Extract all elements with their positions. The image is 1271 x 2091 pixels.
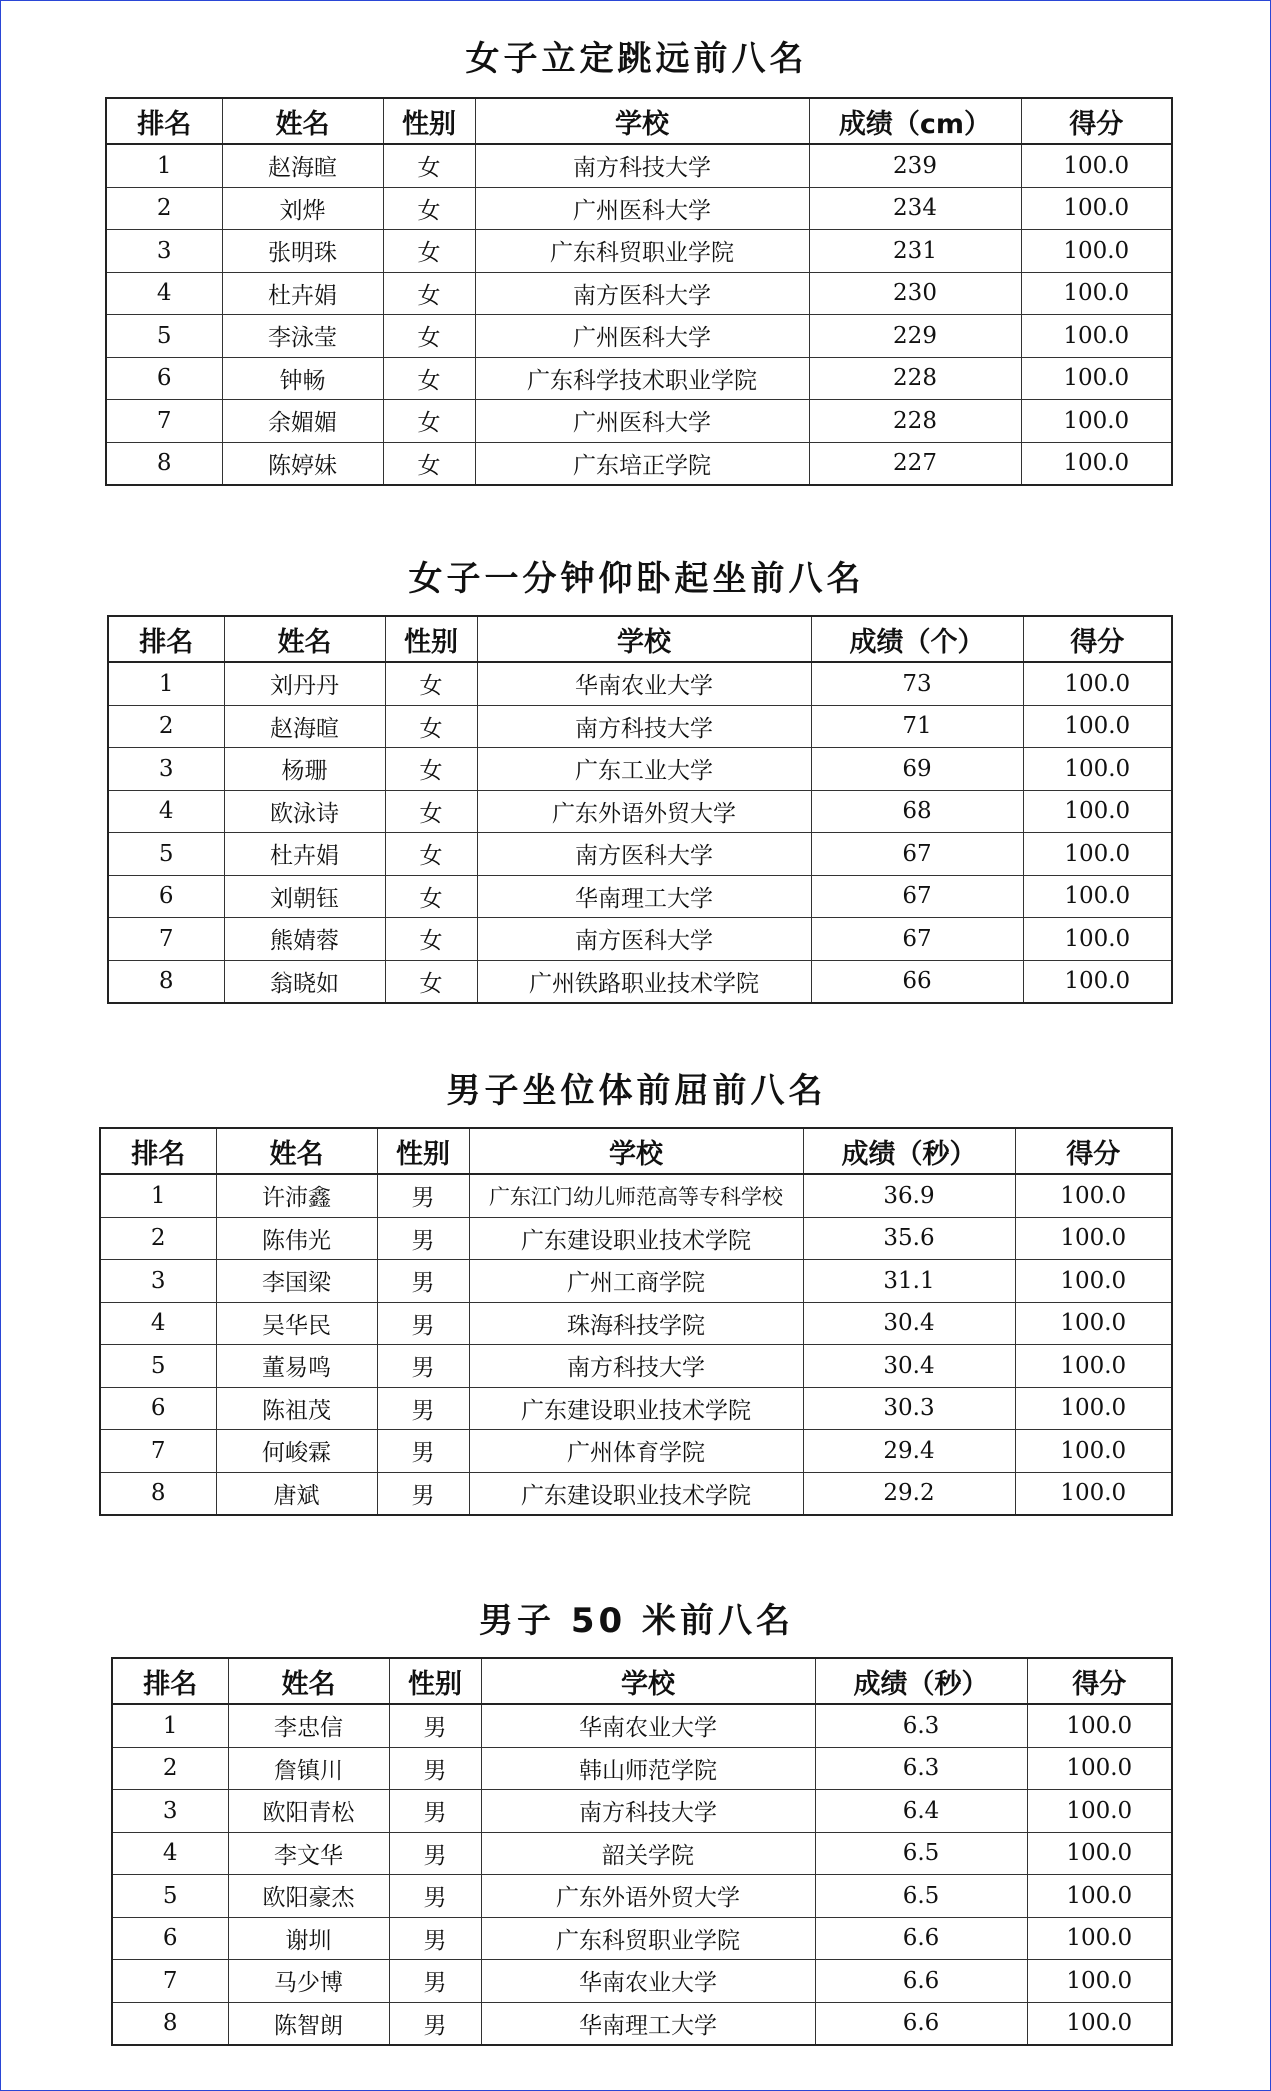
score-cell: 100.0 (1023, 875, 1172, 918)
score-cell: 100.0 (1027, 1960, 1172, 2003)
column-header: 性别 (385, 616, 477, 662)
result-cell: 229 (809, 315, 1021, 358)
school-cell: 广东培正学院 (475, 442, 809, 485)
table-row (112, 1960, 1172, 2003)
rank-cell: 8 (108, 960, 224, 1003)
school-cell: 广东科贸职业学院 (481, 1917, 815, 1960)
section-title: 女子一分钟仰卧起坐前八名 (408, 559, 865, 599)
gender-cell: 男 (389, 1832, 481, 1875)
table-row (100, 1345, 1172, 1388)
name-cell: 李文华 (228, 1832, 389, 1875)
rank-cell: 3 (100, 1260, 216, 1303)
score-cell: 100.0 (1023, 833, 1172, 876)
name-cell: 李忠信 (228, 1704, 389, 1747)
gender-cell: 女 (385, 833, 477, 876)
name-cell: 钟畅 (222, 357, 383, 400)
column-header: 得分 (1027, 1658, 1172, 1704)
name-cell: 刘朝钰 (224, 875, 385, 918)
rank-cell: 1 (100, 1174, 216, 1217)
school-cell: 广东科贸职业学院 (475, 230, 809, 273)
gender-cell: 女 (385, 662, 477, 705)
table-row (112, 1790, 1172, 1833)
name-cell: 马少博 (228, 1960, 389, 2003)
table-header-row (100, 1128, 1172, 1174)
name-cell: 杜卉娟 (222, 272, 383, 315)
gender-cell: 女 (385, 790, 477, 833)
result-cell: 228 (809, 400, 1021, 443)
name-cell: 张明珠 (222, 230, 383, 273)
name-cell: 翁晓如 (224, 960, 385, 1003)
gender-cell: 男 (377, 1260, 469, 1303)
rank-cell: 1 (106, 144, 222, 187)
gender-cell: 女 (383, 315, 475, 358)
rank-cell: 3 (106, 230, 222, 273)
result-cell: 67 (811, 918, 1023, 961)
school-cell: 华南农业大学 (481, 1960, 815, 2003)
name-cell: 陈婷妹 (222, 442, 383, 485)
gender-cell: 男 (389, 1875, 481, 1918)
table-row (106, 442, 1172, 485)
result-cell: 67 (811, 833, 1023, 876)
ranking-table (99, 1127, 1173, 1516)
name-cell: 赵海暄 (224, 705, 385, 748)
score-cell: 100.0 (1015, 1430, 1172, 1473)
rank-cell: 3 (108, 748, 224, 791)
name-cell: 许沛鑫 (216, 1174, 377, 1217)
score-cell: 100.0 (1015, 1217, 1172, 1260)
result-cell: 228 (809, 357, 1021, 400)
name-cell: 余媚媚 (222, 400, 383, 443)
name-cell: 何峻霖 (216, 1430, 377, 1473)
gender-cell: 女 (383, 357, 475, 400)
result-cell: 30.4 (803, 1302, 1015, 1345)
school-cell: 广州医科大学 (475, 187, 809, 230)
rank-cell: 4 (100, 1302, 216, 1345)
result-cell: 239 (809, 144, 1021, 187)
score-cell: 100.0 (1023, 748, 1172, 791)
school-cell: 广东工业大学 (477, 748, 811, 791)
section-title: 女子立定跳远前八名 (465, 39, 808, 79)
ranking-table (111, 1657, 1173, 2046)
score-cell: 100.0 (1015, 1174, 1172, 1217)
score-cell: 100.0 (1021, 144, 1172, 187)
gender-cell: 男 (389, 1917, 481, 1960)
score-cell: 100.0 (1021, 442, 1172, 485)
result-cell: 31.1 (803, 1260, 1015, 1303)
column-header: 得分 (1015, 1128, 1172, 1174)
table-row (100, 1260, 1172, 1303)
school-cell: 南方医科大学 (477, 918, 811, 961)
column-header: 排名 (112, 1658, 228, 1704)
gender-cell: 女 (383, 144, 475, 187)
table-row (108, 875, 1172, 918)
name-cell: 谢圳 (228, 1917, 389, 1960)
name-cell: 李国梁 (216, 1260, 377, 1303)
name-cell: 熊婧蓉 (224, 918, 385, 961)
school-cell: 南方科技大学 (477, 705, 811, 748)
score-cell: 100.0 (1027, 1917, 1172, 1960)
rank-cell: 2 (108, 705, 224, 748)
gender-cell: 女 (385, 918, 477, 961)
name-cell: 吴华民 (216, 1302, 377, 1345)
rank-cell: 3 (112, 1790, 228, 1833)
gender-cell: 女 (383, 230, 475, 273)
school-cell: 南方科技大学 (475, 144, 809, 187)
gender-cell: 女 (383, 272, 475, 315)
table-row (108, 790, 1172, 833)
school-cell: 华南理工大学 (481, 2002, 815, 2045)
rank-cell: 5 (112, 1875, 228, 1918)
ranking-table (105, 97, 1173, 486)
result-cell: 227 (809, 442, 1021, 485)
score-cell: 100.0 (1027, 2002, 1172, 2045)
ranking-table (107, 615, 1173, 1004)
rank-cell: 1 (108, 662, 224, 705)
result-cell: 29.4 (803, 1430, 1015, 1473)
score-cell: 100.0 (1023, 662, 1172, 705)
rank-cell: 1 (112, 1704, 228, 1747)
school-cell: 广东建设职业技术学院 (469, 1217, 803, 1260)
school-cell: 广东外语外贸大学 (477, 790, 811, 833)
gender-cell: 男 (377, 1430, 469, 1473)
score-cell: 100.0 (1021, 400, 1172, 443)
table-row (100, 1174, 1172, 1217)
name-cell: 李泳莹 (222, 315, 383, 358)
gender-cell: 男 (389, 1960, 481, 2003)
rank-cell: 5 (108, 833, 224, 876)
rank-cell: 7 (106, 400, 222, 443)
table-header-row (106, 98, 1172, 144)
school-cell: 南方医科大学 (477, 833, 811, 876)
table-row (112, 1917, 1172, 1960)
school-cell: 华南农业大学 (481, 1704, 815, 1747)
table-header-row (108, 616, 1172, 662)
score-cell: 100.0 (1023, 705, 1172, 748)
column-header: 性别 (377, 1128, 469, 1174)
school-cell: 广东建设职业技术学院 (469, 1472, 803, 1515)
column-header: 姓名 (228, 1658, 389, 1704)
result-cell: 6.6 (815, 1917, 1027, 1960)
score-cell: 100.0 (1015, 1302, 1172, 1345)
score-cell: 100.0 (1015, 1345, 1172, 1388)
column-header: 得分 (1021, 98, 1172, 144)
table-row (106, 315, 1172, 358)
name-cell: 刘丹丹 (224, 662, 385, 705)
column-header: 得分 (1023, 616, 1172, 662)
score-cell: 100.0 (1023, 960, 1172, 1003)
table-row (112, 1704, 1172, 1747)
table-row (108, 960, 1172, 1003)
table-row (112, 1832, 1172, 1875)
result-cell: 30.3 (803, 1387, 1015, 1430)
school-cell: 南方科技大学 (481, 1790, 815, 1833)
table-row (106, 144, 1172, 187)
column-header: 学校 (477, 616, 811, 662)
column-header: 成绩（秒） (815, 1658, 1027, 1704)
table-row (112, 2002, 1172, 2045)
name-cell: 欧泳诗 (224, 790, 385, 833)
score-cell: 100.0 (1027, 1704, 1172, 1747)
column-header: 成绩（秒） (803, 1128, 1015, 1174)
name-cell: 杨珊 (224, 748, 385, 791)
rank-cell: 6 (112, 1917, 228, 1960)
name-cell: 唐斌 (216, 1472, 377, 1515)
school-cell: 华南理工大学 (477, 875, 811, 918)
result-cell: 71 (811, 705, 1023, 748)
result-cell: 6.3 (815, 1747, 1027, 1790)
school-cell: 广东建设职业技术学院 (469, 1387, 803, 1430)
gender-cell: 女 (383, 187, 475, 230)
gender-cell: 男 (377, 1345, 469, 1388)
school-cell: 南方科技大学 (469, 1345, 803, 1388)
school-cell: 韶关学院 (481, 1832, 815, 1875)
result-cell: 30.4 (803, 1345, 1015, 1388)
column-header: 性别 (383, 98, 475, 144)
column-header: 姓名 (222, 98, 383, 144)
section-title: 男子坐位体前屈前八名 (446, 1071, 827, 1111)
score-cell: 100.0 (1021, 187, 1172, 230)
rank-cell: 2 (112, 1747, 228, 1790)
result-cell: 67 (811, 875, 1023, 918)
school-cell: 广州工商学院 (469, 1260, 803, 1303)
gender-cell: 男 (389, 2002, 481, 2045)
result-cell: 6.3 (815, 1704, 1027, 1747)
rank-cell: 8 (106, 442, 222, 485)
name-cell: 董易鸣 (216, 1345, 377, 1388)
table-row (108, 748, 1172, 791)
gender-cell: 男 (377, 1302, 469, 1345)
table-row (108, 833, 1172, 876)
table-row (100, 1387, 1172, 1430)
score-cell: 100.0 (1021, 230, 1172, 273)
name-cell: 詹镇川 (228, 1747, 389, 1790)
gender-cell: 女 (383, 442, 475, 485)
school-cell: 广东江门幼儿师范高等专科学校 (469, 1174, 803, 1217)
school-cell: 广东外语外贸大学 (481, 1875, 815, 1918)
score-cell: 100.0 (1027, 1832, 1172, 1875)
rank-cell: 8 (100, 1472, 216, 1515)
school-cell: 广东科学技术职业学院 (475, 357, 809, 400)
result-cell: 35.6 (803, 1217, 1015, 1260)
result-cell: 68 (811, 790, 1023, 833)
rank-cell: 6 (100, 1387, 216, 1430)
rank-cell: 6 (108, 875, 224, 918)
column-header: 学校 (469, 1128, 803, 1174)
school-cell: 南方医科大学 (475, 272, 809, 315)
column-header: 成绩（cm） (809, 98, 1021, 144)
rank-cell: 7 (112, 1960, 228, 2003)
gender-cell: 男 (377, 1174, 469, 1217)
gender-cell: 女 (383, 400, 475, 443)
result-cell: 230 (809, 272, 1021, 315)
school-cell: 广州医科大学 (475, 315, 809, 358)
rank-cell: 7 (108, 918, 224, 961)
score-cell: 100.0 (1023, 790, 1172, 833)
rank-cell: 8 (112, 2002, 228, 2045)
school-cell: 韩山师范学院 (481, 1747, 815, 1790)
table-row (106, 357, 1172, 400)
school-cell: 广州医科大学 (475, 400, 809, 443)
gender-cell: 男 (389, 1747, 481, 1790)
column-header: 成绩（个） (811, 616, 1023, 662)
rank-cell: 2 (100, 1217, 216, 1260)
table-row (108, 705, 1172, 748)
rank-cell: 7 (100, 1430, 216, 1473)
rank-cell: 6 (106, 357, 222, 400)
name-cell: 欧阳青松 (228, 1790, 389, 1833)
result-cell: 6.6 (815, 2002, 1027, 2045)
table-row (112, 1747, 1172, 1790)
name-cell: 陈祖茂 (216, 1387, 377, 1430)
result-cell: 6.6 (815, 1960, 1027, 2003)
column-header: 姓名 (216, 1128, 377, 1174)
score-cell: 100.0 (1023, 918, 1172, 961)
table-row (106, 272, 1172, 315)
table-row (108, 662, 1172, 705)
result-cell: 36.9 (803, 1174, 1015, 1217)
gender-cell: 女 (385, 705, 477, 748)
table-row (108, 918, 1172, 961)
gender-cell: 男 (389, 1790, 481, 1833)
gender-cell: 女 (385, 960, 477, 1003)
column-header: 性别 (389, 1658, 481, 1704)
score-cell: 100.0 (1027, 1790, 1172, 1833)
result-cell: 234 (809, 187, 1021, 230)
column-header: 排名 (100, 1128, 216, 1174)
rank-cell: 5 (106, 315, 222, 358)
score-cell: 100.0 (1027, 1875, 1172, 1918)
result-cell: 6.5 (815, 1875, 1027, 1918)
rank-cell: 5 (100, 1345, 216, 1388)
rank-cell: 2 (106, 187, 222, 230)
column-header: 学校 (475, 98, 809, 144)
name-cell: 赵海暄 (222, 144, 383, 187)
table-row (100, 1217, 1172, 1260)
result-cell: 66 (811, 960, 1023, 1003)
result-cell: 6.5 (815, 1832, 1027, 1875)
score-cell: 100.0 (1015, 1387, 1172, 1430)
gender-cell: 男 (389, 1704, 481, 1747)
school-cell: 珠海科技学院 (469, 1302, 803, 1345)
result-cell: 69 (811, 748, 1023, 791)
rank-cell: 4 (112, 1832, 228, 1875)
rank-cell: 4 (106, 272, 222, 315)
school-cell: 广州铁路职业技术学院 (477, 960, 811, 1003)
score-cell: 100.0 (1027, 1747, 1172, 1790)
score-cell: 100.0 (1021, 272, 1172, 315)
result-cell: 231 (809, 230, 1021, 273)
column-header: 学校 (481, 1658, 815, 1704)
table-row (100, 1302, 1172, 1345)
result-cell: 29.2 (803, 1472, 1015, 1515)
gender-cell: 男 (377, 1387, 469, 1430)
score-cell: 100.0 (1015, 1472, 1172, 1515)
rank-cell: 4 (108, 790, 224, 833)
name-cell: 陈伟光 (216, 1217, 377, 1260)
name-cell: 欧阳豪杰 (228, 1875, 389, 1918)
column-header: 排名 (108, 616, 224, 662)
score-cell: 100.0 (1021, 315, 1172, 358)
table-row (106, 230, 1172, 273)
gender-cell: 女 (385, 875, 477, 918)
table-row (106, 187, 1172, 230)
gender-cell: 男 (377, 1217, 469, 1260)
gender-cell: 男 (377, 1472, 469, 1515)
school-cell: 华南农业大学 (477, 662, 811, 705)
table-row (112, 1875, 1172, 1918)
result-cell: 6.4 (815, 1790, 1027, 1833)
section-title: 男子 50 米前八名 (479, 1601, 794, 1641)
gender-cell: 女 (385, 748, 477, 791)
name-cell: 杜卉娟 (224, 833, 385, 876)
score-cell: 100.0 (1021, 357, 1172, 400)
result-cell: 73 (811, 662, 1023, 705)
column-header: 排名 (106, 98, 222, 144)
table-row (100, 1472, 1172, 1515)
name-cell: 陈智朗 (228, 2002, 389, 2045)
school-cell: 广州体育学院 (469, 1430, 803, 1473)
column-header: 姓名 (224, 616, 385, 662)
name-cell: 刘烨 (222, 187, 383, 230)
table-row (106, 400, 1172, 443)
score-cell: 100.0 (1015, 1260, 1172, 1303)
table-header-row (112, 1658, 1172, 1704)
table-row (100, 1430, 1172, 1473)
